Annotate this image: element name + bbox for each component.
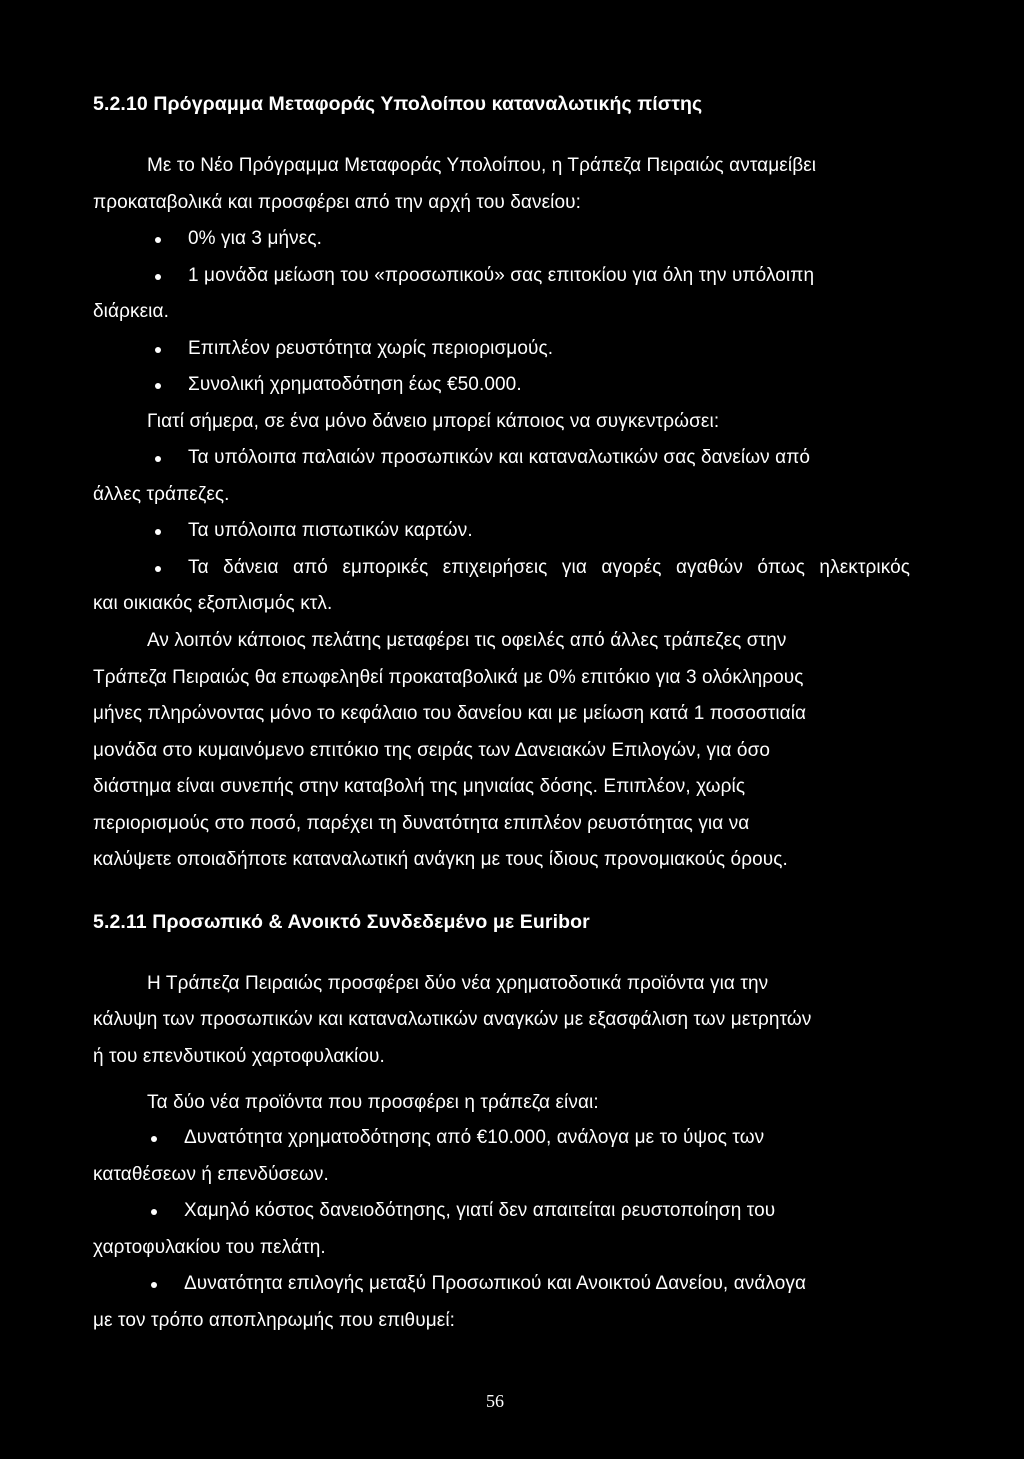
product-item-2-line-1: Χαμηλό κόστος δανειοδότησης, γιατί δεν απαιτείται ρευστοποίηση του — [184, 1200, 776, 1221]
bullet-icon — [151, 1209, 157, 1215]
benefit-item-2-line-2: διάρκεια. — [93, 301, 169, 322]
bullet-icon — [155, 383, 161, 389]
euribor-intro-line-1: Η Τράπεζα Πειραιώς προσφέρει δύο νέα χρηματοδοτικά προϊόντα για την — [147, 973, 769, 994]
bullet-icon — [155, 274, 161, 280]
why-text: Γιατί σήμερα, σε ένα μόνο δάνειο μπορεί κάποιος να συγκεντρώσει: — [147, 411, 720, 432]
paragraph-line-7: καλύψετε οποιαδήποτε καταναλωτική ανάγκη με τους ίδιους προνομιακούς όρους. — [93, 849, 788, 870]
benefit-item-2-line-1: 1 μονάδα μείωση του «προσωπικού» σας επιτοκίου για όλη την υπόλοιπη — [188, 265, 815, 286]
products-intro: Τα δύο νέα προϊόντα που προσφέρει η τράπεζα είναι: — [147, 1092, 599, 1113]
paragraph-line-2: Τράπεζα Πειραιώς θα επωφεληθεί προκαταβολικά με 0% επιτόκιο για 3 ολόκληρους — [93, 667, 804, 688]
page-number: 56 — [486, 1391, 504, 1411]
bullet-icon — [155, 456, 161, 462]
bullet-icon — [155, 237, 161, 243]
intro-line-2: προκαταβολικά και προσφέρει από την αρχή του δανείου: — [93, 192, 582, 213]
paragraph-line-4: μονάδα στο κυμαινόμενο επιτόκιο της σειράς των Δανειακών Επιλογών, για όσο — [93, 740, 771, 761]
consolidate-item-2: Τα υπόλοιπα πιστωτικών καρτών. — [188, 520, 473, 541]
consolidate-item-1-line-1: Τα υπόλοιπα παλαιών προσωπικών και καταναλωτικών σας δανείων από — [188, 447, 811, 468]
bullet-icon — [151, 1282, 157, 1288]
product-item-1-line-2: καταθέσεων ή επενδύσεων. — [93, 1164, 329, 1185]
paragraph-line-5: διάστημα είναι συνεπής στην καταβολή της μηνιαίας δόσης. Επιπλέον, χωρίς — [93, 776, 746, 797]
section-heading-5-2-10: 5.2.10 Πρόγραμμα Μεταφοράς Υπολοίπου καταναλωτικής πίστης — [93, 93, 703, 115]
consolidate-item-1-line-2: άλλες τράπεζες. — [93, 484, 230, 505]
paragraph-line-1: Αν λοιπόν κάποιος πελάτης μεταφέρει τις οφειλές από άλλες τράπεζες στην — [147, 630, 787, 651]
bullet-icon — [155, 347, 161, 353]
product-item-3-line-2: με τον τρόπο αποπληρωμής που επιθυμεί: — [93, 1310, 456, 1331]
consolidate-item-3-line-1: Τα δάνεια από εμπορικές επιχειρήσεις για αγορές αγαθών όπως ηλεκτρικός — [188, 557, 910, 578]
bullet-icon — [155, 566, 161, 572]
section-heading-5-2-11: 5.2.11 Προσωπικό & Ανοικτό Συνδεδεμένο με Euribor — [93, 911, 590, 933]
paragraph-line-3: μήνες πληρώνοντας μόνο το κεφάλαιο του δανείου και με μείωση κατά 1 ποσοστιαία — [93, 703, 807, 724]
bullet-icon — [155, 529, 161, 535]
product-item-3-line-1: Δυνατότητα επιλογής μεταξύ Προσωπικού και Ανοικτού Δανείου, ανάλογα — [184, 1273, 807, 1294]
bullet-icon — [151, 1136, 157, 1142]
intro-line-1: Με το Νέο Πρόγραμμα Μεταφοράς Υπολοίπου, η Τράπεζα Πειραιώς ανταμείβει — [147, 155, 817, 176]
benefit-item-1: 0% για 3 μήνες. — [188, 228, 322, 249]
product-item-1-line-1: Δυνατότητα χρηματοδότησης από €10.000, ανάλογα με το ύψος των — [184, 1127, 765, 1148]
consolidate-item-3-line-2: και οικιακός εξοπλισμός κτλ. — [93, 593, 333, 614]
benefit-item-3: Επιπλέον ρευστότητα χωρίς περιορισμούς. — [188, 338, 554, 359]
product-item-2-line-2: χαρτοφυλακίου του πελάτη. — [93, 1237, 326, 1258]
euribor-intro-line-2: κάλυψη των προσωπικών και καταναλωτικών αναγκών με εξασφάλιση των μετρητών — [93, 1009, 812, 1030]
benefit-item-4: Συνολική χρηματοδότηση έως €50.000. — [188, 374, 522, 395]
paragraph-line-6: περιορισμούς στο ποσό, παρέχει τη δυνατότητα επιπλέον ρευστότητας για να — [93, 813, 750, 834]
euribor-intro-line-3: ή του επενδυτικού χαρτοφυλακίου. — [93, 1046, 385, 1067]
